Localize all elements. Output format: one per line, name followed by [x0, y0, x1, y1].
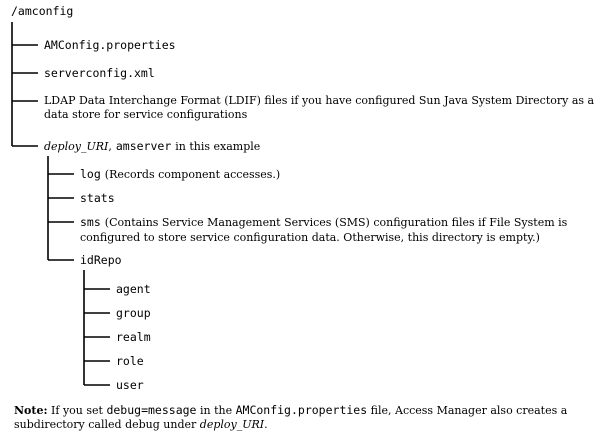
realm-folder: realm: [116, 330, 151, 344]
note-code-debug-message: debug=message: [106, 403, 197, 417]
note-text-1: If you set: [51, 404, 103, 417]
note-text-4: under: [163, 418, 197, 431]
stats-folder: stats: [80, 191, 115, 205]
deploy-uri-example: amserver: [115, 139, 172, 153]
log-folder-name: log: [80, 167, 101, 181]
log-folder: [80, 167, 280, 182]
note-paragraph: [14, 403, 594, 432]
note-code-amconfig: AMConfig.properties: [235, 403, 368, 417]
deploy-uri-sep: ,: [108, 140, 112, 153]
deploy-uri-desc: in this example: [175, 140, 261, 153]
group-folder: group: [116, 306, 151, 320]
sms-folder: [80, 215, 595, 245]
note-deploy-uri: deploy_URI: [199, 418, 265, 431]
root-folder: /amconfig: [11, 4, 74, 18]
note-label: Note:: [14, 404, 48, 417]
role-folder: role: [116, 354, 144, 368]
log-folder-desc: (Records component accesses.): [104, 168, 281, 181]
deploy-uri-folder: [44, 139, 260, 154]
note-text-3: file, Access Manager also creates a subdirectory called: [14, 404, 568, 431]
idrepo-folder: idRepo: [80, 253, 122, 267]
sms-folder-desc: (Contains Service Management Services (SMS) configuration files if File System is configured to store service configuration data. Otherwise, this directory is empty.): [80, 216, 568, 244]
file-serverconfig-xml: serverconfig.xml: [44, 66, 155, 80]
user-folder: user: [116, 378, 144, 392]
sms-folder-name: sms: [80, 215, 101, 229]
file-amconfig-properties: AMConfig.properties: [44, 38, 176, 52]
note-text-5: .: [264, 418, 268, 431]
ldif-files-entry: LDAP Data Interchange Format (LDIF) files if you have configured Sun Java System Directory as a data store for service configurations: [44, 94, 595, 121]
deploy-uri-name: deploy_URI: [44, 140, 109, 153]
note-text-2: in the: [199, 404, 233, 417]
agent-folder: agent: [116, 282, 151, 296]
note-code-debug: debug: [125, 418, 160, 431]
